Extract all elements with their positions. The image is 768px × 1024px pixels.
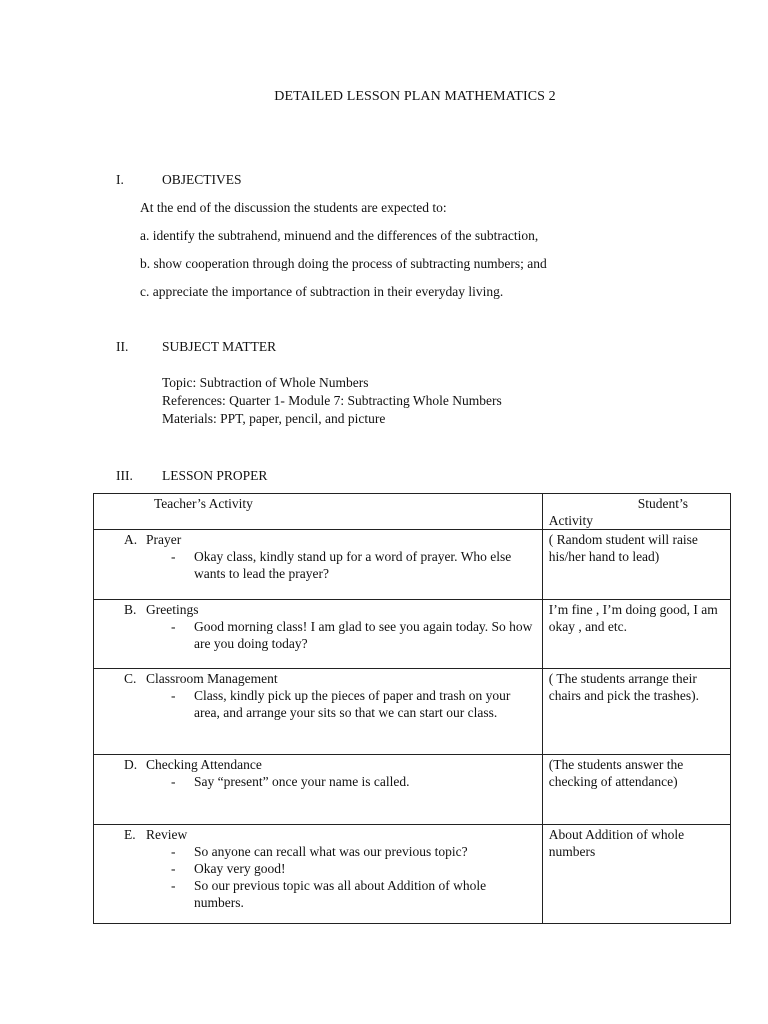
list-item: - Class, kindly pick up the pieces of paper and trash on your area, and arrange your sits so that we can start our class. bbox=[171, 688, 511, 720]
step-heading bbox=[94, 755, 542, 773]
document-title: DETAILED LESSON PLAN MATHEMATICS 2 bbox=[274, 89, 556, 104]
section-title-lesson-proper: LESSON PROPER bbox=[162, 468, 268, 483]
list-item: - So our previous topic was all about Addition of whole numbers. bbox=[171, 878, 487, 910]
step-title: Greetings bbox=[146, 602, 199, 617]
subject-references: References: Quarter 1- Module 7: Subtracting Whole Numbers bbox=[162, 393, 502, 408]
list-item: - Good morning class! I am glad to see you again today. So how are you doing today? bbox=[171, 619, 533, 651]
step-heading bbox=[94, 530, 542, 548]
student-cell: About Addition of whole numbers bbox=[542, 825, 730, 924]
student-cell: ( The students arrange their chairs and pick the trashes). bbox=[542, 669, 730, 755]
step-heading bbox=[94, 825, 542, 843]
bullet-text: Okay very good! bbox=[194, 861, 286, 876]
list-item: - So anyone can recall what was our previous topic? bbox=[171, 844, 468, 859]
subject-topic: Topic: Subtraction of Whole Numbers bbox=[162, 375, 369, 390]
table-row bbox=[94, 825, 731, 924]
teacher-cell bbox=[94, 669, 543, 755]
student-cell: ( Random student will raise his/her hand to lead) bbox=[542, 530, 730, 600]
step-letter: E. bbox=[124, 827, 136, 842]
student-cell: (The students answer the checking of attendance) bbox=[542, 755, 730, 825]
step-title: Review bbox=[146, 827, 188, 842]
table-row bbox=[94, 755, 731, 825]
teacher-cell bbox=[94, 530, 543, 600]
section-number-subject-matter: II. bbox=[116, 339, 129, 354]
section-title-subject-matter: SUBJECT MATTER bbox=[162, 339, 277, 354]
header-teacher-activity: Teacher’s Activity bbox=[94, 494, 543, 530]
table-row bbox=[94, 530, 731, 600]
list-item: - Say “present” once your name is called. bbox=[171, 774, 410, 789]
header-student-line1: Student’s bbox=[637, 496, 688, 511]
bullet-text: Class, kindly pick up the pieces of paper and trash on your area, and arrange your sits so that we can start our class. bbox=[194, 688, 511, 720]
step-letter: C. bbox=[124, 671, 137, 686]
section-title-objectives: OBJECTIVES bbox=[162, 172, 242, 187]
step-letter: B. bbox=[124, 602, 137, 617]
objective-item-b: b. show cooperation through doing the process of subtracting numbers; and bbox=[140, 256, 547, 271]
lesson-proper-table bbox=[93, 493, 731, 924]
teacher-bullets bbox=[94, 618, 542, 652]
table-row bbox=[94, 669, 731, 755]
list-item: - Okay very good! bbox=[171, 861, 286, 876]
teacher-cell bbox=[94, 825, 543, 924]
step-letter: D. bbox=[124, 757, 138, 772]
list-item: - Okay class, kindly stand up for a word of prayer. Who else wants to lead the prayer? bbox=[171, 549, 512, 581]
header-student-activity bbox=[542, 494, 730, 530]
objectives-intro: At the end of the discussion the students are expected to: bbox=[140, 200, 447, 215]
bullet-text: Say “present” once your name is called. bbox=[194, 774, 410, 789]
step-heading bbox=[94, 669, 542, 687]
bullet-text: So anyone can recall what was our previous topic? bbox=[194, 844, 468, 859]
teacher-cell bbox=[94, 755, 543, 825]
objective-item-c: c. appreciate the importance of subtraction in their everyday living. bbox=[140, 284, 504, 299]
header-student-line2: Activity bbox=[548, 513, 593, 528]
section-number-objectives: I. bbox=[116, 172, 124, 187]
bullet-text: Okay class, kindly stand up for a word of prayer. Who else wants to lead the prayer? bbox=[194, 549, 512, 581]
bullet-text: Good morning class! I am glad to see you again today. So how are you doing today? bbox=[194, 619, 533, 651]
table-header-row bbox=[94, 494, 731, 530]
objective-item-a: a. identify the subtrahend, minuend and the differences of the subtraction, bbox=[140, 228, 539, 243]
step-title: Prayer bbox=[146, 532, 182, 547]
subject-materials: Materials: PPT, paper, pencil, and picture bbox=[162, 411, 386, 426]
section-number-lesson-proper: III. bbox=[116, 468, 133, 483]
teacher-cell bbox=[94, 600, 543, 669]
teacher-bullets bbox=[94, 843, 542, 911]
teacher-bullets bbox=[94, 773, 542, 790]
bullet-text: So our previous topic was all about Addition of whole numbers. bbox=[194, 878, 487, 910]
step-heading bbox=[94, 600, 542, 618]
table-row bbox=[94, 600, 731, 669]
teacher-bullets bbox=[94, 548, 542, 582]
step-title: Classroom Management bbox=[146, 671, 278, 686]
student-cell: I’m fine , I’m doing good, I am okay , and etc. bbox=[542, 600, 730, 669]
step-title: Checking Attendance bbox=[146, 757, 262, 772]
teacher-bullets bbox=[94, 687, 542, 721]
step-letter: A. bbox=[124, 532, 138, 547]
